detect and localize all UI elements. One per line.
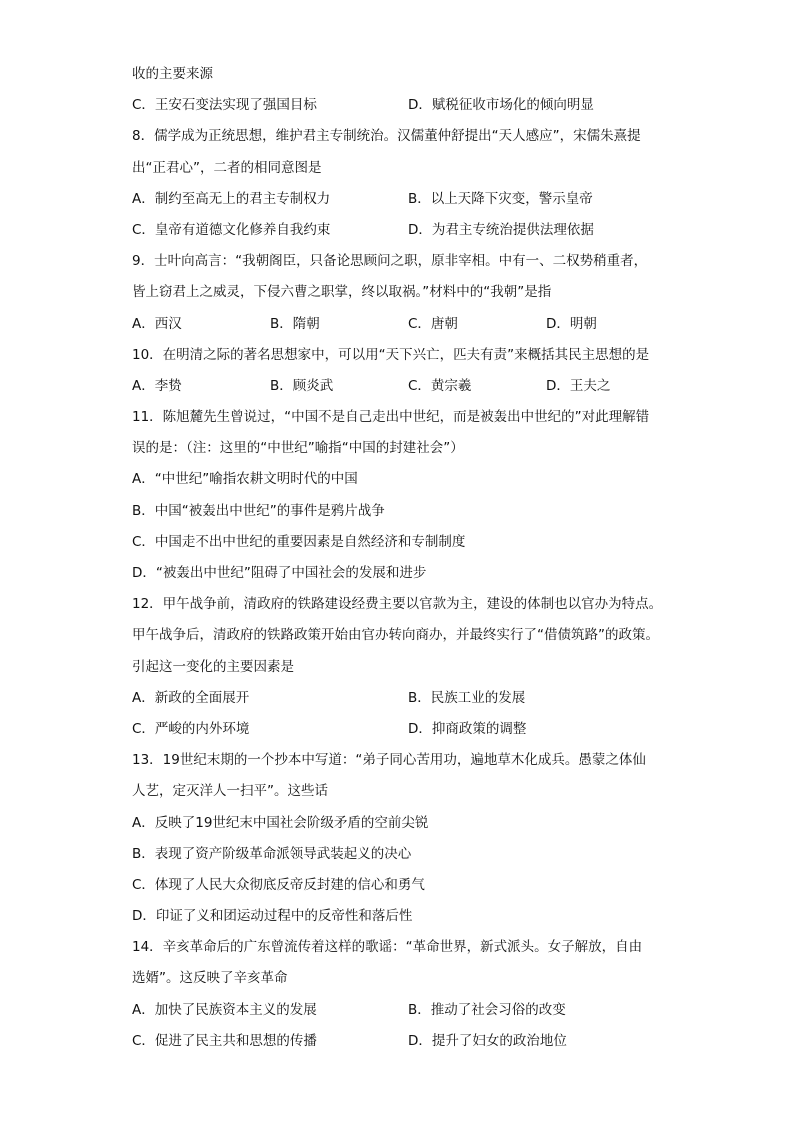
text-line: 13．19世纪末期的一个抄本中写道：“弟子同心苦用功，遍地草木化成兵。愚蒙之体仙 [132,752,646,769]
answer-option: B．推动了社会习俗的改变 [408,1001,566,1018]
text-line: 11．陈旭麓先生曾说过，“中国不是自己走出中世纪，而是被轰出中世纪的”对此理解错 [132,409,650,426]
text-line: 出“正君心”，二者的相同意图是 [132,159,322,176]
text-line: 10．在明清之际的著名思想家中，可以用“天下兴亡，匹夫有责”来概括其民主思想的是 [132,346,650,363]
text-line: A．反映了19世纪末中国社会阶级矛盾的空前尖锐 [132,814,429,831]
answer-option: A．李贽 [132,377,182,394]
answer-option: B．顾炎武 [270,377,334,394]
answer-option: C．促进了民主共和思想的传播 [132,1032,317,1049]
option-row [132,683,672,714]
answer-option: D．明朝 [546,315,597,332]
text-line: 皆上窃君上之威灵，下侵六曹之职掌，终以取祸。”材料中的“我朝”是指 [132,284,552,301]
option-row [132,995,672,1026]
option-row [132,371,672,402]
answer-option: D．赋税征收市场化的倾向明显 [408,97,594,114]
answer-option: C．唐朝 [408,315,458,332]
option-row [132,309,672,340]
answer-option: C．严峻的内外环境 [132,720,250,737]
text-line: 8．儒学成为正统思想，维护君主专制统治。汉儒董仲舒提出“天人感应”，宋儒朱熹提 [132,128,641,145]
text-line: 收的主要来源 [132,66,213,82]
answer-option: D．王夫之 [546,377,611,394]
answer-option: B．以上天降下灾变，警示皇帝 [408,190,593,207]
text-line: D．“被轰出中世纪”阻碍了中国社会的发展和进步 [132,565,427,581]
text-line: B．中国“被轰出中世纪”的事件是鸦片战争 [132,502,385,519]
answer-option: A．加快了民族资本主义的发展 [132,1001,317,1018]
text-line: 误的是：（注：这里的“中世纪”喻指“中国的封建社会”） [132,440,464,457]
text-line: D．印证了义和团运动过程中的反帝性和落后性 [132,908,413,925]
answer-option: A．西汉 [132,315,182,332]
answer-option: C．王安石变法实现了强国目标 [132,97,317,114]
option-row [132,215,672,246]
option-row [132,714,672,745]
answer-option: C．黄宗羲 [408,377,472,394]
answer-option: A．新政的全面展开 [132,689,250,706]
option-row [132,184,672,215]
text-line: 引起这一变化的主要因素是 [132,658,294,675]
option-row [132,1026,672,1057]
text-line: 14．辛亥革命后的广东曾流传着这样的歌谣：“革命世界，新式派头。女子解放，自由 [132,939,643,956]
document-body [132,59,672,1057]
text-line: 9．士叶向高言：“我朝阁臣，只备论思顾问之职，原非宰相。中有一、二权势稍重者， [132,253,648,270]
text-line: A．“中世纪”喻指农耕文明时代的中国 [132,471,358,488]
answer-option: D．抑商政策的调整 [408,720,527,737]
text-line: 12．甲午战争前，清政府的铁路建设经费主要以官款为主，建设的体制也以官办为特点。 [132,596,663,613]
answer-option: B．隋朝 [270,315,320,332]
answer-option: D．提升了妇女的政治地位 [408,1032,567,1049]
text-line: 人艺，定灭洋人一扫平”。这些话 [132,783,328,800]
text-line: 选婿”。这反映了辛亥革命 [132,970,288,987]
answer-option: D．为君主专统治提供法理依据 [408,221,594,238]
text-line: B．表现了资产阶级革命派领导武装起义的决心 [132,845,412,862]
answer-option: B．民族工业的发展 [408,689,526,706]
text-line: C．体现了人民大众彻底反帝反封建的信心和勇气 [132,876,425,893]
answer-option: A．制约至高无上的君主专制权力 [132,190,331,207]
option-row [132,90,672,121]
text-line: 甲午战争后，清政府的铁路政策开始由官办转向商办，并最终实行了“借债筑路”的政策。 [132,627,659,644]
text-line: C．中国走不出中世纪的重要因素是自然经济和专制制度 [132,533,466,550]
answer-option: C．皇帝有道德文化修养自我约束 [132,221,331,238]
